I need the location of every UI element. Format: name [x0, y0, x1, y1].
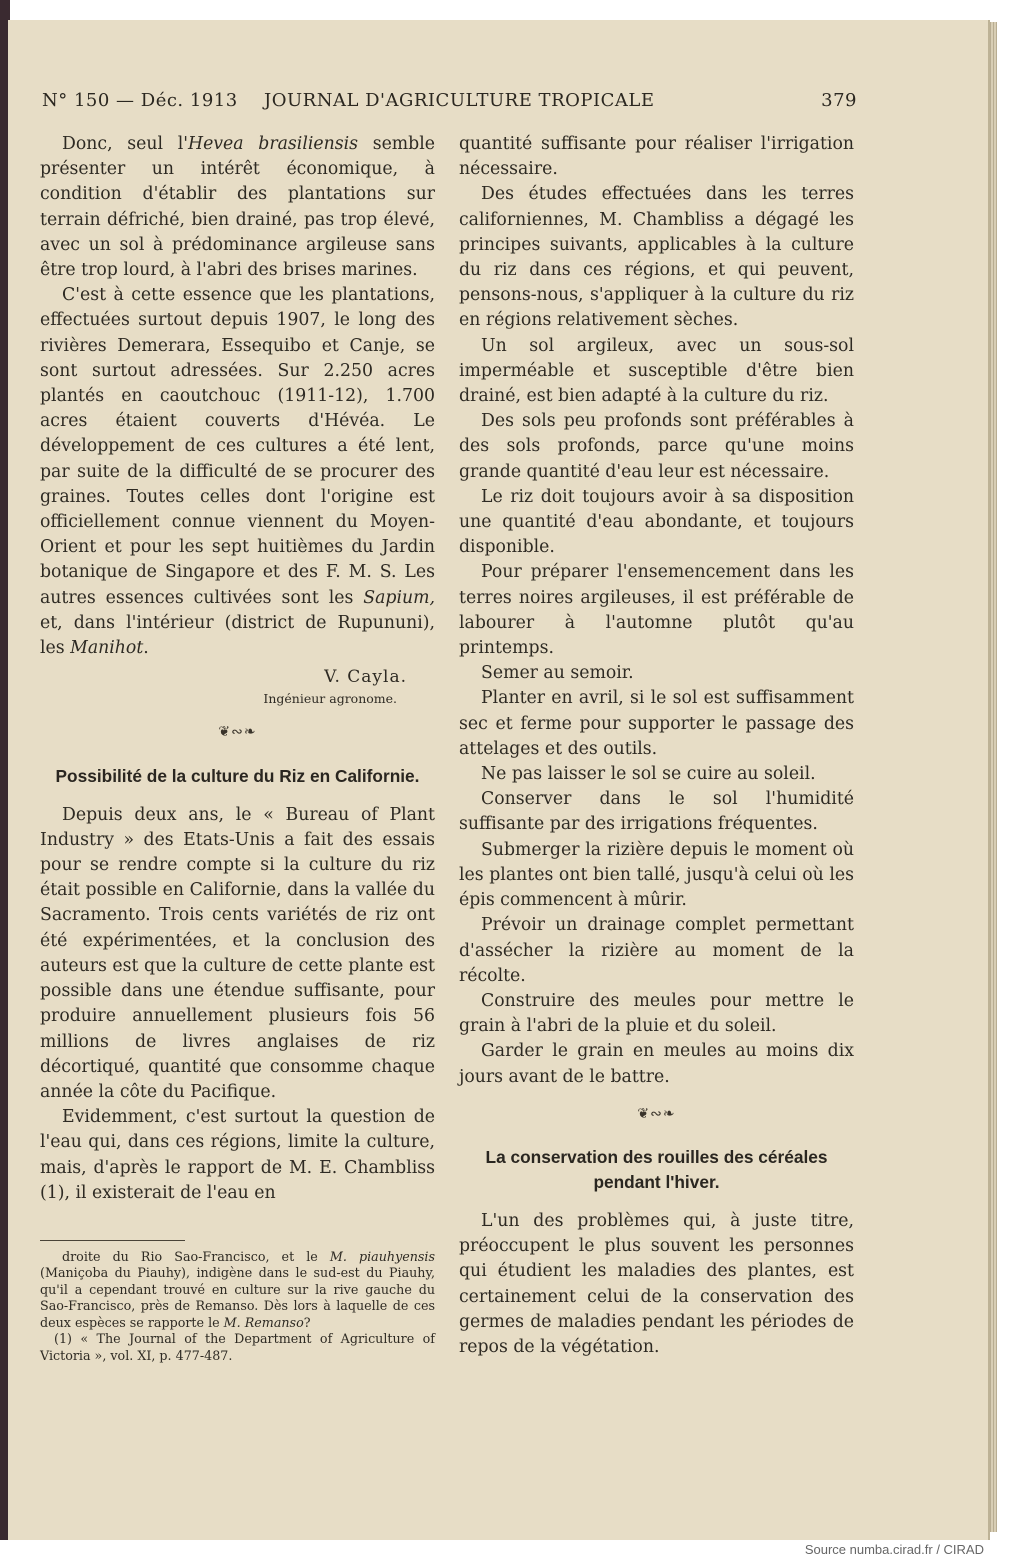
paragraph: Un sol argileux, avec un sous-sol imperméable et susceptible d'être bien drainé, est bien adapté à la culture du riz.: [459, 335, 854, 407]
paragraph: Conserver dans le sol l'humidité suffisante par des irrigations fréquentes.: [459, 789, 854, 835]
source-credit: Source numba.cirad.fr / CIRAD: [804, 1542, 984, 1557]
paragraph: Semer au semoir.: [481, 663, 634, 684]
left-column: [40, 132, 435, 1364]
paragraph: Des études effectuées dans les terres californiennes, M. Chambliss a dégagé les principes suivants, applicables à la culture du riz dans ces régions, et qui peuvent, pensons-nous, s'appliquer à la culture du riz en régions relativement sèches.: [459, 184, 854, 331]
running-header: [42, 90, 857, 114]
ornament-divider: ❦∾❧: [218, 724, 257, 741]
author-title: Ingénieur agronome.: [263, 691, 397, 707]
paragraph: L'un des problèmes qui, à juste titre, préoccupent le plus souvent les personnes qui étudient les maladies des plantes, est certainement celui de la conservation des germes de maladies pendant les périodes de repos de la végétation.: [459, 1210, 854, 1357]
paragraph: Evidemment, c'est surtout la question de l'eau qui, dans ces régions, limite la culture, mais, d'après le rapport de M. E. Chambliss (1), il existerait de l'eau en: [40, 1107, 435, 1203]
paragraph: Des sols peu profonds sont préférables à des sols profonds, parce qu'une moins grande quantité d'eau leur est nécessaire.: [459, 411, 854, 482]
author-signature: V. Cayla.: [324, 667, 407, 688]
paragraph: C'est à cette essence que les plantations, effectuées surtout depuis 1907, le long des rivières Demerara, Essequibo et Canje, se sont surtout adressées. Sur 2.250 acres plantés en caoutchouc (1911-12), 1.700 acres étaient couverts d'Hévéa. Le développement de ces cultures a été lent, par suite de la difficulté de se procurer des graines. Toutes celles dont l'origine est officiellement connue viennent du Moyen-Orient et pour les sept huitièmes du Jardin botanique de Singapore et des F. M. S. Les autres essences cultivées sont les Sapium, et, dans l'intérieur (district de Rupununi), les Manihot.: [40, 285, 435, 659]
page-number: 379: [821, 90, 857, 111]
species-name: Sapium,: [363, 587, 435, 608]
species-name: Manihot: [70, 638, 144, 659]
paragraph: Donc, seul l'Hevea brasiliensis semble présenter un intérêt économique, à condition d'établir des plantations sur terrain défriché, bien drainé, pas trop élevé, avec un sol à prédominance argileuse sans être trop lourd, à l'abri des brises marines.: [40, 134, 436, 281]
footnote-rule: [40, 1240, 185, 1241]
issue-number: N° 150 — Déc. 1913: [42, 90, 238, 111]
section-title-rust: La conservation des rouilles des céréales pendant l'hiver.: [485, 1146, 828, 1192]
species-name: Hevea brasiliensis: [188, 134, 358, 154]
paragraph: Pour préparer l'ensemencement dans les terres noires argileuses, il est préférable de labourer à l'automne plutôt qu'au printemps.: [459, 562, 854, 659]
paragraph: Submerger la rizière depuis le moment où les plantes ont bien tallé, jusqu'à celui où les épis commencent à mûrir.: [459, 839, 854, 911]
paragraph: quantité suffisante pour réaliser l'irrigation nécessaire.: [459, 134, 854, 180]
paragraph: Le riz doit toujours avoir à sa disposition une quantité d'eau abondante, et toujours disponible.: [459, 486, 854, 558]
footnotes: [40, 1249, 435, 1365]
right-column: [459, 132, 854, 1360]
paragraph: Depuis deux ans, le « Bureau of Plant Industry » des Etats-Unis a fait des essais pour se rendre compte si la culture du riz était possible en Californie, dans la vallée du Sacramento. Trois cents variétés de riz ont été expérimentées, et la conclusion des auteurs est que la culture de cette plante est possible dans une étendue suffisante, pour produire annuellement plusieurs fois 56 millions de livres anglaises de riz décortiqué, quantité que consomme chaque année la côte du Pacifique.: [40, 804, 435, 1102]
paragraph: Planter en avril, si le sol est suffisamment sec et ferme pour supporter le passage des attelages et des outils.: [459, 688, 854, 759]
footnote-continuation: droite du Rio Sao-Francisco, et le M. piauhyensis (Maniçoba du Piauhy), indigène dans le sud-est du Piauhy, qu'il a cependant trouvé en culture sur la rive gauche du Sao-Francisco, près de Remanso. Dès lors à laquelle de ces deux espèces se rapporte le M. Remanso?: [40, 1248, 436, 1330]
footnote-1: (1) « The Journal of the Department of Agriculture of Victoria », vol. XI, p. 477-487.: [40, 1331, 435, 1363]
paragraph: Garder le grain en meules au moins dix jours avant de le battre.: [459, 1041, 854, 1087]
paragraph: Ne pas laisser le sol se cuire au soleil.: [481, 764, 816, 785]
journal-title: JOURNAL D'AGRICULTURE TROPICALE: [264, 90, 655, 111]
paragraph: Prévoir un drainage complet permettant d'assécher la rizière au moment de la récolte.: [459, 915, 854, 986]
ornament-divider: ❦∾❧: [637, 1105, 676, 1122]
section-title-rice: Possibilité de la culture du Riz en Californie.: [55, 765, 420, 786]
paragraph: Construire des meules pour mettre le grain à l'abri de la pluie et du soleil.: [459, 990, 854, 1037]
